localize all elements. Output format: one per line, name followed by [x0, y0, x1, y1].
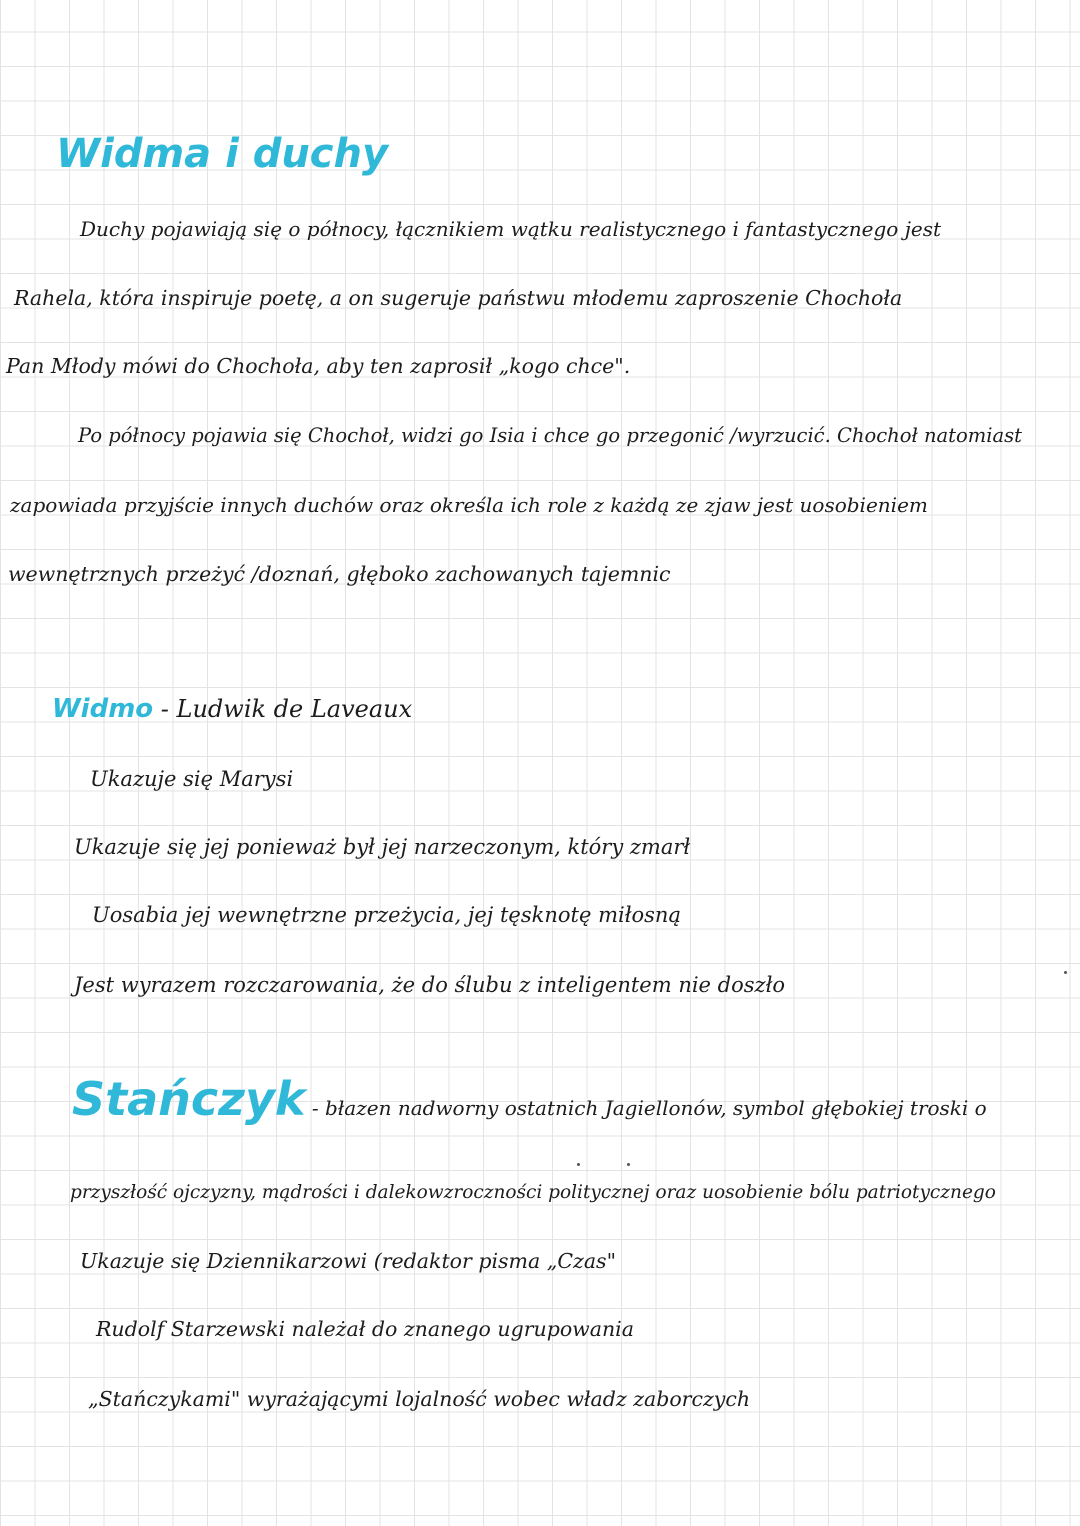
paragraph-line-2: Rahela, która inspiruje poetę, a on sugeruje państwu młodemu zaproszenie Chochoła — [14, 286, 903, 310]
pen-dot — [577, 1163, 580, 1166]
subheading-widmo — [52, 692, 412, 726]
paragraph-line-3: Pan Młody mówi do Chochoła, aby ten zaprosił „kogo chce". — [6, 354, 631, 378]
widmo-line-3: Uosabia jej wewnętrzne przeżycia, jej tęsknotę miłosną — [92, 903, 681, 927]
subheading-stanczyk-rest: - błazen nadworny ostatnich Jagiellonów, symbol głębokiej troski o — [305, 1096, 987, 1120]
subheading-widmo-rest: - Ludwik de Laveaux — [153, 695, 413, 723]
stanczyk-line-3: Rudolf Starzewski należał do znanego ugrupowania — [96, 1317, 634, 1341]
section-title-widma-i-duchy: Widma i duchy — [56, 131, 389, 177]
subheading-stanczyk — [72, 1072, 987, 1126]
pen-dot — [1064, 971, 1067, 974]
paragraph-line-4: Po północy pojawia się Chochoł, widzi go Isia i chce go przegonić /wyrzucić. Chochoł natomiast — [78, 424, 1022, 447]
paragraph-line-5: zapowiada przyjście innych duchów oraz określa ich role z każdą ze zjaw jest uosobieniem — [10, 493, 928, 517]
widmo-line-4: Jest wyrazem rozczarowania, że do ślubu z inteligentem nie doszło — [74, 973, 786, 997]
pen-dot — [627, 1163, 630, 1166]
subheading-widmo-key: Widmo — [52, 694, 154, 724]
widmo-line-1: Ukazuje się Marysi — [90, 767, 294, 791]
stanczyk-line-1: przyszłość ojczyzny, mądrości i dalekowzroczności politycznej oraz uosobienie bólu patriotycznego — [70, 1182, 996, 1203]
subheading-stanczyk-key: Stańczyk — [72, 1072, 306, 1126]
paragraph-line-1: Duchy pojawiają się o północy, łącznikiem wątku realistycznego i fantastycznego jest — [80, 217, 942, 241]
stanczyk-line-2: Ukazuje się Dziennikarzowi (redaktor pisma „Czas" — [80, 1249, 616, 1273]
stanczyk-line-4: „Stańczykami" wyrażającymi lojalność wobec władz zaborczych — [88, 1387, 751, 1411]
paragraph-line-6: wewnętrznych przeżyć /doznań, głęboko zachowanych tajemnic — [8, 562, 671, 586]
widmo-line-2: Ukazuje się jej ponieważ był jej narzeczonym, który zmarł — [74, 835, 691, 859]
